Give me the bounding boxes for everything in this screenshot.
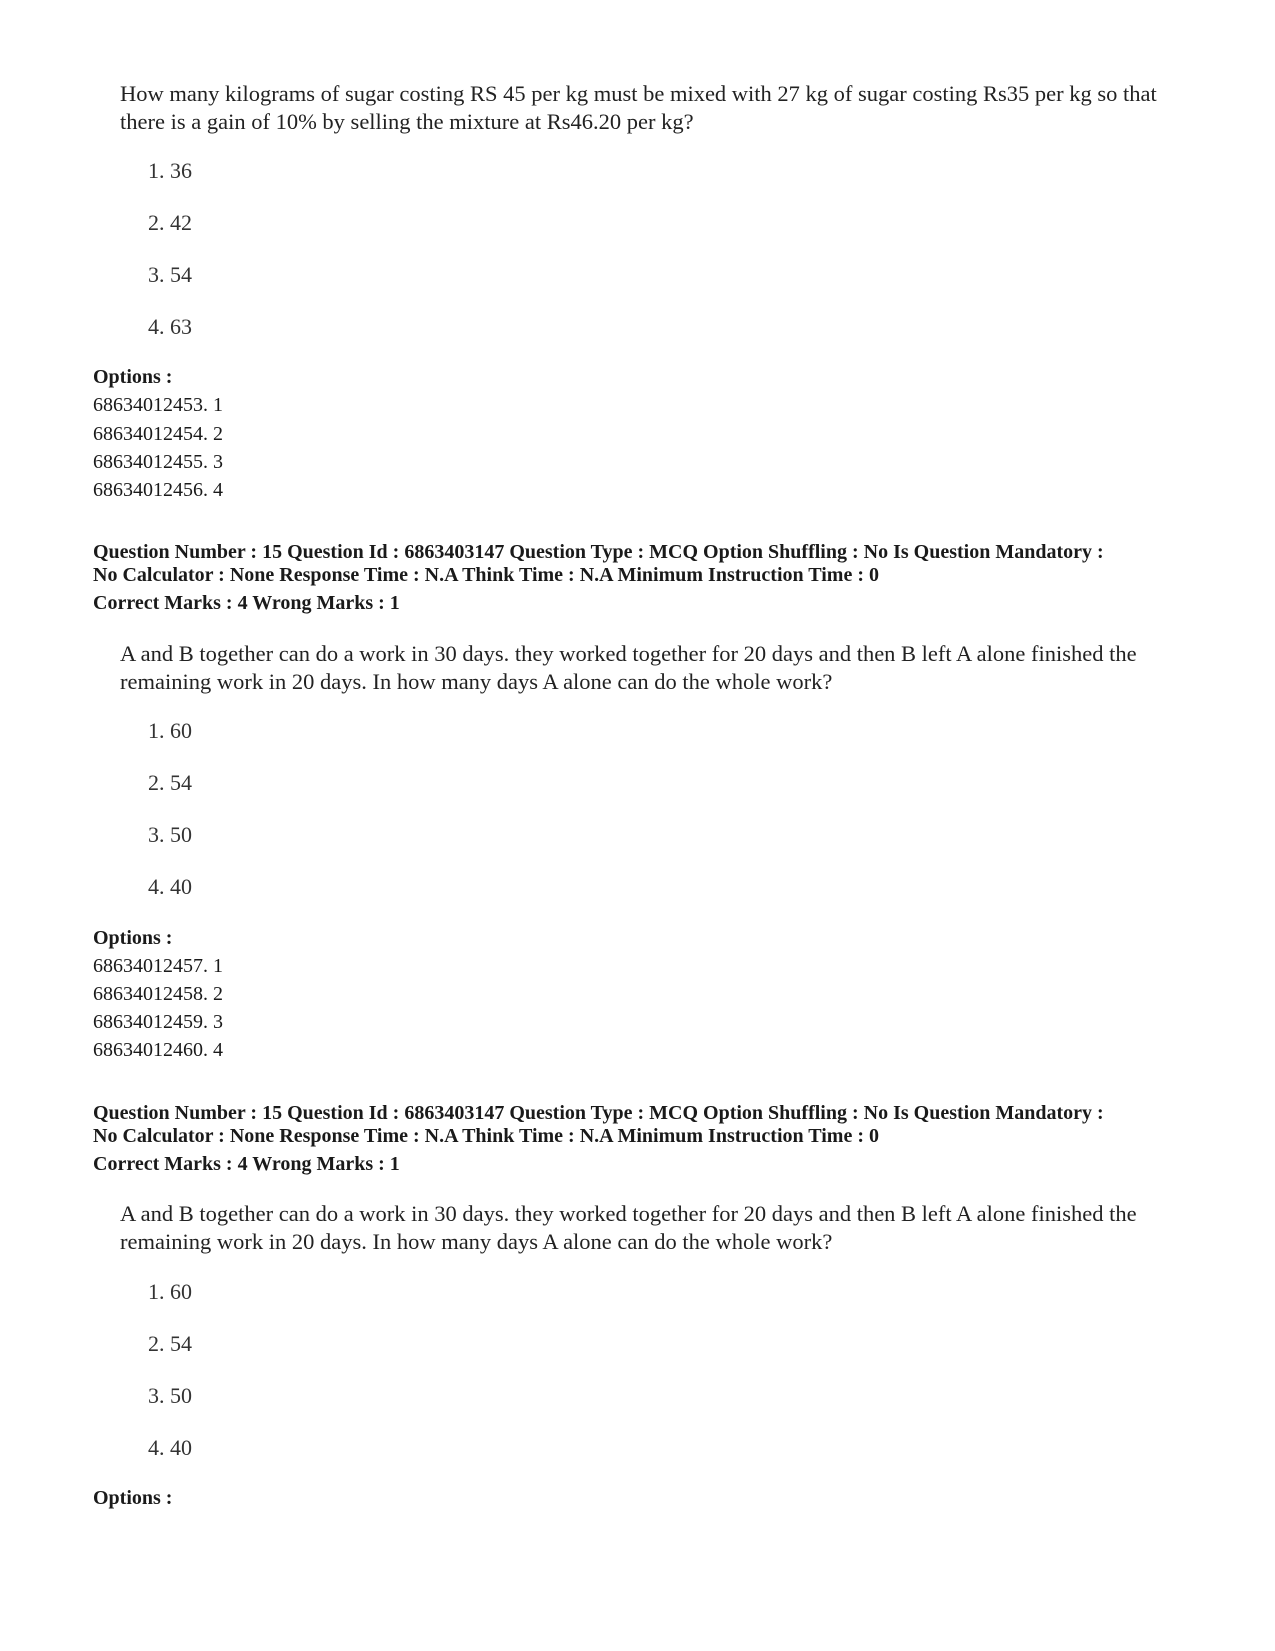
question-marks: Correct Marks : 4 Wrong Marks : 1 — [93, 1153, 400, 1175]
question-marks: Correct Marks : 4 Wrong Marks : 1 — [93, 592, 400, 614]
options-heading: Options : — [93, 366, 173, 388]
option-id-line: 68634012459. 3 — [93, 1011, 223, 1033]
option-id-line: 68634012458. 2 — [93, 983, 223, 1005]
question-meta-line: No Calculator : None Response Time : N.A Think Time : N.A Minimum Instruction Time : 0 — [93, 1125, 879, 1147]
choice-item: 2. 54 — [148, 770, 192, 795]
question-meta-line: Question Number : 15 Question Id : 6863403147 Question Type : MCQ Option Shuffling : No Is Question Mandatory : — [93, 541, 1104, 563]
option-id-line: 68634012454. 2 — [93, 423, 223, 445]
question-text: A and B together can do a work in 30 days. they worked together for 20 days and then B left A alone finished the remaining work in 20 days. In how many days A alone can do the whole work? — [120, 1201, 1137, 1254]
option-id-line: 68634012453. 1 — [93, 394, 223, 416]
choice-item: 3. 50 — [148, 822, 192, 847]
options-heading: Options : — [93, 1487, 173, 1509]
choice-item: 2. 54 — [148, 1331, 192, 1356]
choice-item: 3. 54 — [148, 262, 192, 287]
choice-item: 4. 40 — [148, 1435, 192, 1460]
choice-item: 2. 42 — [148, 210, 192, 235]
choice-item: 1. 60 — [148, 718, 192, 743]
option-id-line: 68634012456. 4 — [93, 479, 223, 501]
question-meta-line: No Calculator : None Response Time : N.A Think Time : N.A Minimum Instruction Time : 0 — [93, 564, 879, 586]
choice-item: 1. 36 — [148, 158, 192, 183]
choice-item: 3. 50 — [148, 1383, 192, 1408]
choice-item: 4. 63 — [148, 314, 192, 339]
question-text: A and B together can do a work in 30 days. they worked together for 20 days and then B left A alone finished the remaining work in 20 days. In how many days A alone can do the whole work? — [120, 641, 1137, 694]
option-id-line: 68634012455. 3 — [93, 451, 223, 473]
options-heading: Options : — [93, 927, 173, 949]
question-text: How many kilograms of sugar costing RS 45 per kg must be mixed with 27 kg of sugar costing Rs35 per kg so that there is a gain of 10% by selling the mixture at Rs46.20 per kg? — [120, 81, 1157, 134]
question-meta-line: Question Number : 15 Question Id : 6863403147 Question Type : MCQ Option Shuffling : No Is Question Mandatory : — [93, 1102, 1104, 1124]
option-id-line: 68634012460. 4 — [93, 1039, 223, 1061]
choice-item: 4. 40 — [148, 874, 192, 899]
choice-item: 1. 60 — [148, 1279, 192, 1304]
option-id-line: 68634012457. 1 — [93, 955, 223, 977]
